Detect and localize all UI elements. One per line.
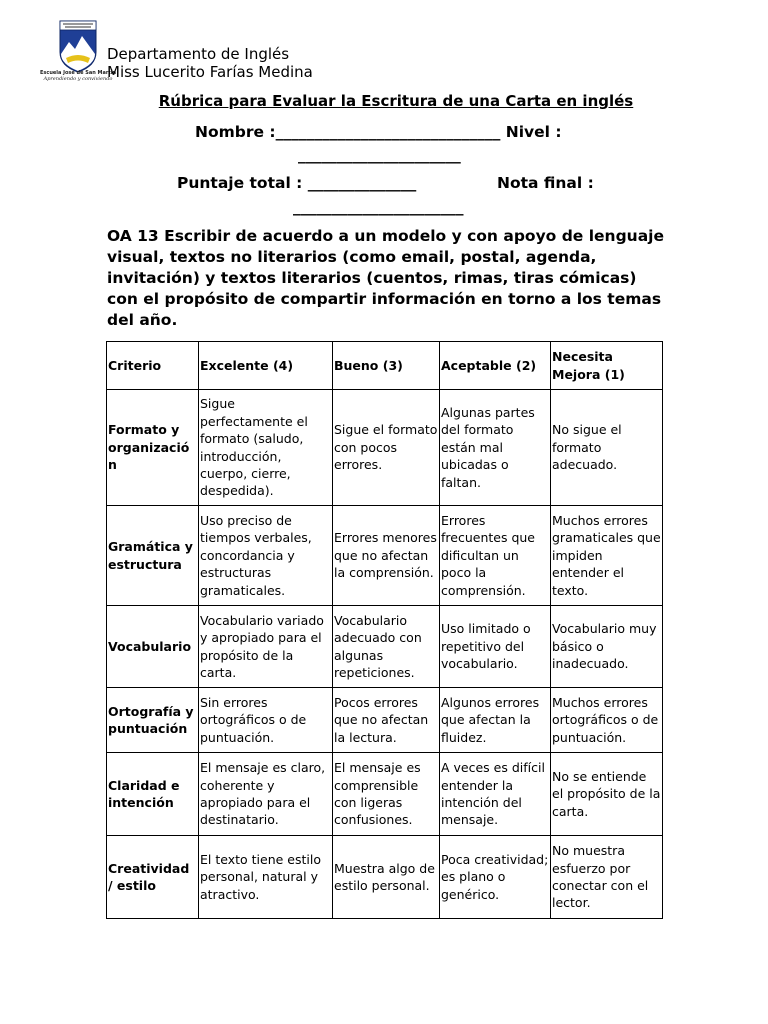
table-cell: Vocabulario muy básico o inadecuado. — [551, 606, 663, 688]
table-cell: Uso preciso de tiempos verbales, concordancia y estructuras gramaticales. — [199, 506, 333, 606]
header — [107, 45, 313, 81]
header-cell: Criterio — [107, 342, 199, 390]
learning-objective: OA 13 Escribir de acuerdo a un modelo y con apoyo de lenguaje visual, textos no literarios (como email, postal, agenda, invitación) y textos literarios (cuentos, rimas, tiras cómicas) con el propósito de compartir información en torno a los temas del año. — [107, 227, 664, 329]
logo-caption — [40, 70, 116, 82]
table-cell: Uso limitado o repetitivo del vocabulario. — [440, 606, 551, 688]
criterion-cell: Creatividad / estilo — [107, 836, 199, 919]
table-cell: Errores frecuentes que dificultan un poco la comprensión. — [440, 506, 551, 606]
table-cell: Muchos errores gramaticales que impiden entender el texto. — [551, 506, 663, 606]
header-cell: Aceptable (2) — [440, 342, 551, 390]
rubric-table — [106, 341, 663, 919]
puntaje-field: Puntaje total : ______________ — [177, 174, 417, 192]
table-cell: El mensaje es claro, coherente y apropiado para el destinatario. — [199, 753, 333, 836]
criterion-cell: Gramática y estructura — [107, 506, 199, 606]
header-cell: Necesita Mejora (1) — [551, 342, 663, 390]
table-cell: El mensaje es comprensible con ligeras confusiones. — [333, 753, 440, 836]
criterion-cell: Formato y organización — [107, 390, 199, 506]
teacher-name: Miss Lucerito Farías Medina — [107, 63, 313, 81]
table-cell: Sigue el formato con pocos errores. — [333, 390, 440, 506]
table-cell: Sigue perfectamente el formato (saludo, introducción, cuerpo, cierre, despedida). — [199, 390, 333, 506]
school-name: Escuela José de San Martín — [40, 70, 117, 76]
table-cell: Muestra algo de estilo personal. — [333, 836, 440, 919]
criterion-cell: Vocabulario — [107, 606, 199, 688]
table-cell: Algunos errores que afectan la fluidez. — [440, 688, 551, 753]
nombre-field: Nombre :_____________________________ Nivel : — [195, 123, 562, 141]
table-row — [107, 606, 663, 688]
table-cell: Errores menores que no afectan la comprensión. — [333, 506, 440, 606]
nivel-blank: _____________________ — [298, 146, 461, 164]
table-cell: Algunas partes del formato están mal ubicadas o faltan. — [440, 390, 551, 506]
table-row — [107, 688, 663, 753]
header-cell: Bueno (3) — [333, 342, 440, 390]
nota-field: Nota final : — [497, 174, 594, 192]
table-cell: El texto tiene estilo personal, natural y atractivo. — [199, 836, 333, 919]
table-cell: No se entiende el propósito de la carta. — [551, 753, 663, 836]
table-cell: Muchos errores ortográficos o de puntuación. — [551, 688, 663, 753]
header-cell: Excelente (4) — [199, 342, 333, 390]
page-title: Rúbrica para Evaluar la Escritura de una Carta en inglés — [158, 92, 634, 110]
table-cell: Vocabulario variado y apropiado para el propósito de la carta. — [199, 606, 333, 688]
table-row — [107, 506, 663, 606]
criterion-cell: Claridad e intención — [107, 753, 199, 836]
nota-blank: ______________________ — [293, 198, 464, 216]
table-row — [107, 390, 663, 506]
criterion-cell: Ortografía y puntuación — [107, 688, 199, 753]
table-cell: Pocos errores que no afectan la lectura. — [333, 688, 440, 753]
table-cell: Sin errores ortográficos o de puntuación. — [199, 688, 333, 753]
department-name: Departamento de Inglés — [107, 45, 290, 63]
table-header-row — [107, 342, 663, 390]
table-row — [107, 753, 663, 836]
table-cell: No sigue el formato adecuado. — [551, 390, 663, 506]
table-cell: No muestra esfuerzo por conectar con el lector. — [551, 836, 663, 919]
table-cell: A veces es difícil entender la intención del mensaje. — [440, 753, 551, 836]
table-cell: Vocabulario adecuado con algunas repeticiones. — [333, 606, 440, 688]
table-cell: Poca creatividad; es plano o genérico. — [440, 836, 551, 919]
table-row — [107, 836, 663, 919]
school-motto: Aprendiendo y conviviendo — [43, 76, 113, 82]
